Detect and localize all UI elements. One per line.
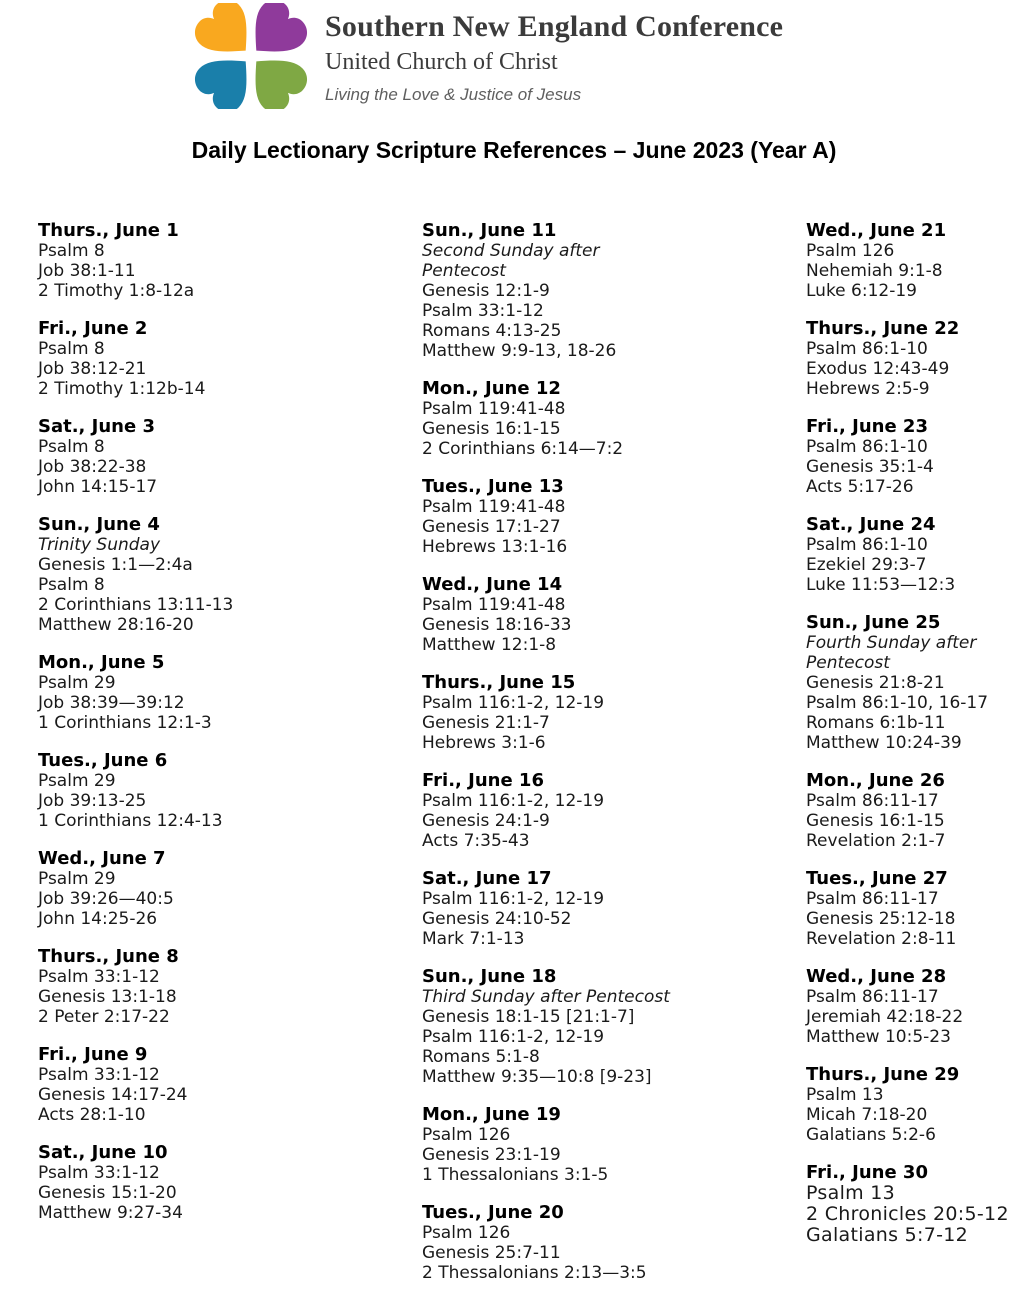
reading-line: Micah 7:18-20	[806, 1105, 928, 1125]
day-heading: Fri., June 2	[38, 318, 148, 339]
page-title: Daily Lectionary Scripture References – June 2023 (Year A)	[191, 137, 837, 163]
reading-line: Psalm 86:11-17	[806, 889, 939, 909]
day-entry	[422, 1203, 777, 1283]
reading-line: Psalm 86:1-10	[806, 535, 928, 555]
reading-line: Psalm 8	[38, 575, 105, 595]
reading-line: Matthew 9:9-13, 18-26	[422, 341, 617, 361]
reading-line: Romans 4:13-25	[422, 321, 562, 341]
reading-line: Hebrews 2:5-9	[806, 379, 930, 399]
reading-line: Psalm 29	[38, 771, 116, 791]
reading-line: 1 Thessalonians 3:1-5	[422, 1165, 609, 1185]
day-entry	[422, 379, 777, 459]
reading-line: Revelation 2:8-11	[806, 929, 957, 949]
reading-line: Hebrews 13:1-16	[422, 537, 568, 557]
reading-line: Acts 5:17-26	[806, 477, 914, 497]
hearts-cross-logo-icon	[194, 3, 308, 109]
day-entry	[38, 417, 393, 497]
reading-line: Psalm 29	[38, 869, 116, 889]
reading-line: Psalm 33:1-12	[38, 1065, 160, 1085]
org-subtitle: United Church of Christ	[325, 49, 558, 75]
column-middle	[422, 221, 777, 1301]
day-heading: Sat., June 3	[38, 416, 155, 437]
reading-line: 2 Peter 2:17-22	[38, 1007, 170, 1027]
reading-line: John 14:15-17	[38, 477, 158, 497]
reading-line: 2 Chronicles 20:5-12	[806, 1203, 1009, 1225]
day-heading: Sun., June 11	[422, 220, 557, 241]
reading-line: Psalm 13	[806, 1085, 884, 1105]
day-entry	[422, 967, 777, 1087]
reading-line: Revelation 2:1-7	[806, 831, 946, 851]
day-heading: Thurs., June 1	[38, 220, 179, 241]
day-heading: Mon., June 5	[38, 652, 165, 673]
day-heading: Tues., June 27	[806, 868, 948, 889]
reading-line: Matthew 10:5-23	[806, 1027, 951, 1047]
day-entry	[806, 613, 1028, 753]
reading-line: Psalm 116:1-2, 12-19	[422, 889, 605, 909]
reading-line: Luke 6:12-19	[806, 281, 917, 301]
day-entry	[806, 515, 1028, 595]
org-name: Southern New England Conference	[325, 10, 784, 43]
reading-line: Psalm 126	[422, 1223, 511, 1243]
day-entry	[38, 947, 393, 1027]
day-heading: Wed., June 28	[806, 966, 947, 987]
reading-line: Psalm 126	[806, 241, 895, 261]
day-entry	[806, 1065, 1028, 1145]
reading-line: Job 38:1-11	[38, 261, 136, 281]
reading-line: Acts 7:35-43	[422, 831, 530, 851]
reading-line: Psalm 119:41-48	[422, 399, 566, 419]
reading-line: Ezekiel 29:3-7	[806, 555, 927, 575]
reading-line: Luke 11:53—12:3	[806, 575, 956, 595]
reading-line: Psalm 116:1-2, 12-19	[422, 1027, 605, 1047]
reading-line: Job 38:22-38	[38, 457, 147, 477]
day-heading: Tues., June 20	[422, 1202, 564, 1223]
reading-line: Exodus 12:43-49	[806, 359, 950, 379]
day-heading: Tues., June 6	[38, 750, 168, 771]
reading-line: Psalm 116:1-2, 12-19	[422, 791, 605, 811]
reading-line: Genesis 24:1-9	[422, 811, 550, 831]
reading-line: Genesis 35:1-4	[806, 457, 934, 477]
day-entry	[422, 869, 777, 949]
day-heading: Tues., June 13	[422, 476, 564, 497]
reading-line: Matthew 28:16-20	[38, 615, 194, 635]
sunday-note-line: Trinity Sunday	[38, 535, 161, 555]
reading-line: 1 Corinthians 12:1-3	[38, 713, 212, 733]
reading-line: Psalm 13	[806, 1182, 896, 1204]
reading-line: Genesis 17:1-27	[422, 517, 561, 537]
reading-line: Mark 7:1-13	[422, 929, 525, 949]
reading-line: Acts 28:1-10	[38, 1105, 146, 1125]
day-entry	[422, 1105, 777, 1185]
day-entry	[422, 771, 777, 851]
day-heading: Wed., June 14	[422, 574, 563, 595]
day-heading: Thurs., June 15	[422, 672, 576, 693]
reading-line: Genesis 16:1-15	[806, 811, 945, 831]
reading-line: Genesis 1:1—2:4a	[38, 555, 193, 575]
day-heading: Sun., June 25	[806, 612, 941, 633]
day-entry	[38, 849, 393, 929]
day-entry	[422, 575, 777, 655]
day-entry	[38, 751, 393, 831]
day-entry	[422, 477, 777, 557]
reading-line: Psalm 8	[38, 437, 105, 457]
day-heading: Sat., June 24	[806, 514, 936, 535]
day-entry	[38, 1143, 393, 1223]
reading-line: Genesis 21:8-21	[806, 673, 945, 693]
reading-line: Psalm 33:1-12	[38, 1163, 160, 1183]
reading-line: 2 Timothy 1:8-12a	[38, 281, 195, 301]
day-heading: Sat., June 17	[422, 868, 552, 889]
day-entry	[422, 673, 777, 753]
reading-line: Psalm 119:41-48	[422, 497, 566, 517]
reading-line: Psalm 86:11-17	[806, 987, 939, 1007]
reading-line: Psalm 86:1-10, 16-17	[806, 693, 989, 713]
reading-line: Matthew 10:24-39	[806, 733, 962, 753]
day-entry	[38, 319, 393, 399]
reading-line: Genesis 14:17-24	[38, 1085, 188, 1105]
reading-line: Genesis 23:1-19	[422, 1145, 561, 1165]
day-heading: Thurs., June 29	[806, 1064, 960, 1085]
reading-line: Genesis 15:1-20	[38, 1183, 177, 1203]
day-entry	[806, 417, 1028, 497]
reading-line: Job 39:13-25	[38, 791, 147, 811]
day-heading: Thurs., June 8	[38, 946, 179, 967]
reading-line: Job 38:39—39:12	[38, 693, 185, 713]
reading-line: Psalm 119:41-48	[422, 595, 566, 615]
reading-line: Genesis 18:16-33	[422, 615, 572, 635]
sunday-note-line: Pentecost	[806, 653, 890, 673]
reading-line: Matthew 9:35—10:8 [9-23]	[422, 1067, 652, 1087]
reading-line: Psalm 86:1-10	[806, 339, 928, 359]
column-right	[806, 221, 1028, 1264]
sunday-note-line: Pentecost	[422, 261, 506, 281]
day-heading: Fri., June 30	[806, 1162, 928, 1183]
reading-line: Psalm 116:1-2, 12-19	[422, 693, 605, 713]
reading-line: Psalm 86:1-10	[806, 437, 928, 457]
reading-line: 2 Thessalonians 2:13—3:5	[422, 1263, 647, 1283]
reading-line: Jeremiah 42:18-22	[806, 1007, 964, 1027]
day-heading: Fri., June 9	[38, 1044, 148, 1065]
day-heading: Fri., June 16	[422, 770, 544, 791]
reading-line: Genesis 24:10-52	[422, 909, 572, 929]
reading-line: 2 Timothy 1:12b-14	[38, 379, 206, 399]
reading-line: Hebrews 3:1-6	[422, 733, 546, 753]
reading-line: Job 39:26—40:5	[38, 889, 174, 909]
day-heading: Sun., June 4	[38, 514, 160, 535]
reading-line: 1 Corinthians 12:4-13	[38, 811, 223, 831]
org-header	[325, 10, 845, 105]
reading-line: Job 38:12-21	[38, 359, 147, 379]
reading-line: Genesis 21:1-7	[422, 713, 550, 733]
day-entry	[806, 1163, 1028, 1246]
day-entry	[422, 221, 777, 361]
day-entry	[806, 869, 1028, 949]
day-heading: Fri., June 23	[806, 416, 928, 437]
day-heading: Sun., June 18	[422, 966, 557, 987]
day-entry	[38, 221, 393, 301]
reading-line: 2 Corinthians 13:11-13	[38, 595, 234, 615]
reading-line: Psalm 126	[422, 1125, 511, 1145]
reading-line: Matthew 12:1-8	[422, 635, 557, 655]
reading-line: Galatians 5:2-6	[806, 1125, 936, 1145]
reading-line: Psalm 86:11-17	[806, 791, 939, 811]
reading-line: Matthew 9:27-34	[38, 1203, 183, 1223]
reading-line: Galatians 5:7-12	[806, 1224, 969, 1246]
day-entry	[806, 771, 1028, 851]
reading-line: Genesis 12:1-9	[422, 281, 550, 301]
reading-line: Genesis 13:1-18	[38, 987, 177, 1007]
reading-line: Nehemiah 9:1-8	[806, 261, 943, 281]
sunday-note-line: Third Sunday after Pentecost	[422, 987, 670, 1007]
reading-line: Genesis 16:1-15	[422, 419, 561, 439]
reading-line: Genesis 25:12-18	[806, 909, 956, 929]
reading-line: Genesis 25:7-11	[422, 1243, 561, 1263]
day-entry	[806, 967, 1028, 1047]
day-heading: Sat., June 10	[38, 1142, 168, 1163]
reading-line: Psalm 8	[38, 241, 105, 261]
column-left	[38, 221, 393, 1241]
reading-line: John 14:25-26	[38, 909, 158, 929]
reading-line: 2 Corinthians 6:14—7:2	[422, 439, 624, 459]
day-entry	[806, 221, 1028, 301]
day-heading: Mon., June 19	[422, 1104, 561, 1125]
sunday-note-line: Fourth Sunday after	[806, 633, 977, 653]
reading-line: Psalm 33:1-12	[422, 301, 544, 321]
org-tagline: Living the Love & Justice of Jesus	[325, 85, 582, 104]
day-entry	[38, 1045, 393, 1125]
day-heading: Wed., June 21	[806, 220, 947, 241]
day-heading: Mon., June 26	[806, 770, 945, 791]
day-entry	[38, 653, 393, 733]
day-entry	[38, 515, 393, 635]
reading-line: Romans 6:1b-11	[806, 713, 946, 733]
day-heading: Wed., June 7	[38, 848, 166, 869]
reading-line: Psalm 29	[38, 673, 116, 693]
reading-line: Psalm 33:1-12	[38, 967, 160, 987]
day-entry	[806, 319, 1028, 399]
reading-line: Romans 5:1-8	[422, 1047, 540, 1067]
reading-line: Psalm 8	[38, 339, 105, 359]
day-heading: Mon., June 12	[422, 378, 561, 399]
day-heading: Thurs., June 22	[806, 318, 960, 339]
sunday-note-line: Second Sunday after	[422, 241, 600, 261]
reading-line: Genesis 18:1-15 [21:1-7]	[422, 1007, 635, 1027]
